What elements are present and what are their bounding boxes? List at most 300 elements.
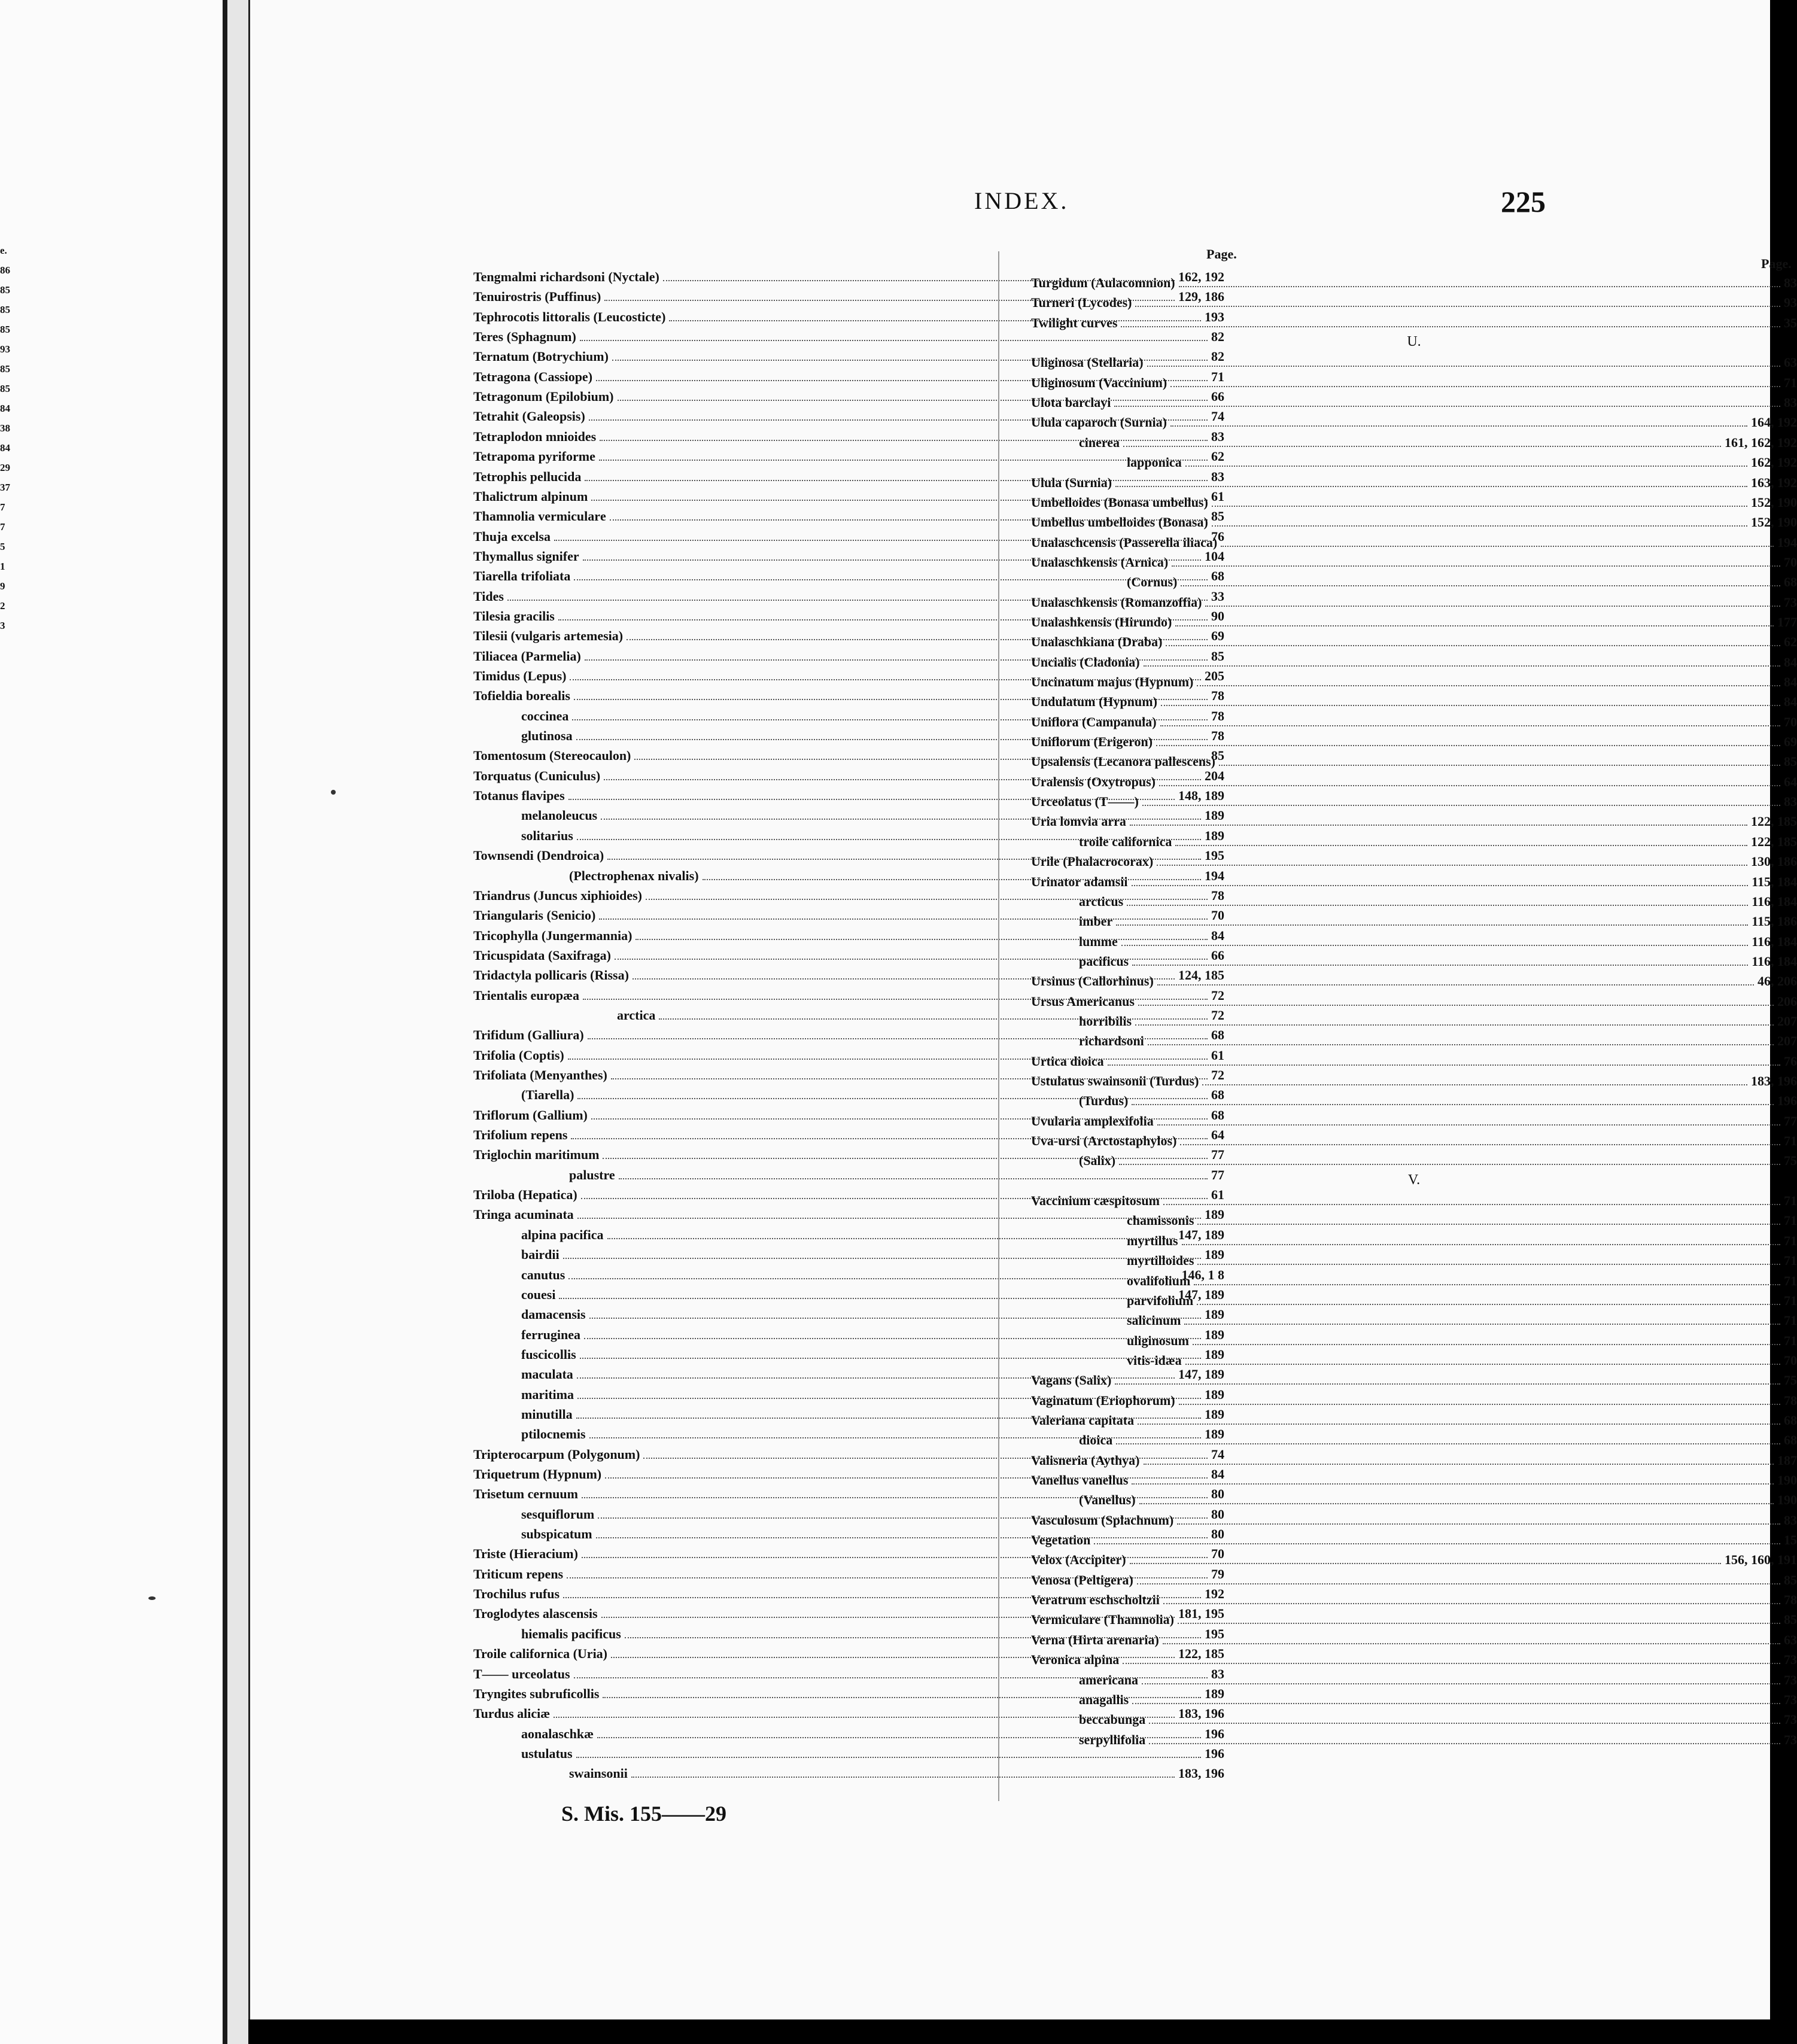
dot-leader <box>1130 825 1747 826</box>
index-entry <box>1031 748 1797 768</box>
index-entry <box>1031 1526 1797 1547</box>
index-page-ref: 124, 185 <box>1178 968 1224 983</box>
margin-fragment: 9 <box>0 580 5 592</box>
index-page-ref: 66 <box>1211 947 1224 963</box>
index-page-ref: 64 <box>1784 774 1797 789</box>
index-term: arctica <box>617 1007 656 1023</box>
index-page-ref: 76 <box>1211 528 1224 544</box>
index-entry <box>1031 1027 1797 1048</box>
index-page-ref: 83 <box>1211 428 1224 444</box>
index-entry <box>1031 1327 1797 1348</box>
index-page-ref: 68 <box>1784 1432 1797 1448</box>
index-page-ref: 71 <box>1784 1213 1797 1228</box>
index-term: Uvularia amplexifolia <box>1031 1113 1154 1129</box>
index-page-ref: 115, 184 <box>1752 874 1797 889</box>
index-term: parvifolium <box>1127 1292 1194 1308</box>
dot-leader <box>1175 845 1747 846</box>
index-term: (Vanellus) <box>1079 1492 1136 1508</box>
index-term: (Salix) <box>1079 1153 1116 1169</box>
index-page-ref: 73 <box>1784 594 1797 610</box>
index-entry <box>1031 848 1797 868</box>
index-page-ref: 177 <box>1777 614 1797 629</box>
index-entry <box>1031 948 1797 968</box>
index-page-ref: 70 <box>1784 1352 1797 1368</box>
index-page-ref: 62 <box>1211 449 1224 464</box>
index-term: fuscicollis <box>521 1346 576 1362</box>
index-term: Troile californica (Uria) <box>473 1646 608 1662</box>
index-page-ref: 69 <box>1784 734 1797 750</box>
section-letter-heading: U. <box>1407 334 1421 350</box>
index-term: richardsoni <box>1079 1033 1144 1049</box>
index-term: Uralensis (Oxytropus) <box>1031 774 1156 789</box>
index-page-ref: 83 <box>1784 275 1797 290</box>
index-term: Valisneria (Aythya) <box>1031 1452 1140 1468</box>
index-term: arcticus <box>1079 893 1124 909</box>
index-entry <box>1031 1108 1797 1128</box>
dot-leader <box>1138 1424 1780 1425</box>
index-page-ref: 68 <box>1784 1412 1797 1428</box>
index-page-ref: 189 <box>1205 1247 1224 1263</box>
index-page-ref: 152, 190 <box>1751 494 1797 510</box>
index-entry <box>1031 988 1797 1008</box>
index-page-ref: 116, 184 <box>1752 933 1797 949</box>
index-page-ref: 189 <box>1205 808 1224 823</box>
index-page-ref: 195 <box>1205 1626 1224 1641</box>
index-page-ref: 207 <box>1777 1013 1797 1029</box>
index-page-ref: 71 <box>1784 375 1797 390</box>
index-term: Tetraplodon mnioides <box>473 428 597 444</box>
index-page-ref: 77 <box>1211 1167 1224 1182</box>
index-term: Totanus flavipes <box>473 788 565 804</box>
index-term: Turneri (Lycodes) <box>1031 295 1132 311</box>
index-page-ref: 206 <box>1777 993 1797 1009</box>
index-page-ref: 80 <box>1211 1506 1224 1522</box>
index-term: Tephrocotis littoralis (Leucosticte) <box>473 309 666 324</box>
index-entry <box>1031 1387 1797 1407</box>
page-title: INDEX. <box>974 187 1069 214</box>
index-page-ref: 74 <box>1211 409 1224 424</box>
index-term: Tomentosum (Stereocaulon) <box>473 748 631 764</box>
index-page-ref: 147, 189 <box>1178 1367 1224 1382</box>
dot-leader <box>1144 665 1780 667</box>
dot-leader <box>1180 1144 1780 1145</box>
index-page-ref: 83 <box>1784 1512 1797 1528</box>
margin-fragment: 1 <box>0 561 5 572</box>
index-term: Teres (Sphagnum) <box>473 329 576 345</box>
binding-rule <box>223 0 227 2044</box>
dot-leader <box>1119 1164 1780 1165</box>
index-term: Timidus (Lepus) <box>473 668 567 683</box>
margin-fragment: 7 <box>0 501 5 513</box>
index-page-ref: 71 <box>1784 1193 1797 1209</box>
index-entry <box>1031 788 1797 808</box>
dot-leader <box>1142 1683 1780 1684</box>
index-term: americana <box>1079 1672 1138 1687</box>
dot-leader <box>1094 1543 1780 1544</box>
index-term: Ulula (Surnia) <box>1031 474 1112 490</box>
index-page-ref: 76 <box>1784 1053 1797 1069</box>
margin-fragment: 85 <box>0 363 10 375</box>
dot-leader <box>1163 1204 1780 1205</box>
index-term: uliginosum <box>1127 1333 1189 1348</box>
margin-fragment: 7 <box>0 521 5 533</box>
index-term: ptilocnemis <box>521 1426 586 1442</box>
index-term: Trientalis europæa <box>473 987 580 1003</box>
index-entry <box>1031 1726 1797 1747</box>
dot-leader <box>1121 326 1780 327</box>
index-term: subspicatum <box>521 1526 592 1542</box>
index-page-ref: 71 <box>1784 1313 1797 1328</box>
index-term: horribilis <box>1079 1013 1132 1029</box>
index-entry <box>1031 289 1797 309</box>
index-term: solitarius <box>521 828 573 843</box>
dot-leader <box>1116 924 1748 926</box>
dot-leader <box>1185 466 1747 467</box>
index-term: Tricophylla (Jungermannia) <box>473 927 633 943</box>
index-term: chamissonis <box>1127 1213 1194 1228</box>
index-term: Ursinus (Callorhinus) <box>1031 974 1154 989</box>
margin-fragment: 38 <box>0 422 10 434</box>
index-page-ref: 73 <box>1784 1712 1797 1727</box>
dot-leader <box>1163 1643 1780 1644</box>
index-term: Vasculosum (Splachnum) <box>1031 1512 1174 1528</box>
index-page-ref: 196 <box>1777 1093 1797 1109</box>
index-term: Tetrophis pellucida <box>473 469 582 484</box>
stray-mark <box>331 790 336 795</box>
dot-leader <box>1137 1583 1780 1584</box>
index-term: Uliginosum (Vaccinium) <box>1031 375 1167 390</box>
index-entry <box>1031 1048 1797 1068</box>
index-term: Uniflora (Campanula) <box>1031 714 1157 729</box>
index-page-ref: 68 <box>1211 1027 1224 1043</box>
index-term: anagallis <box>1079 1692 1129 1707</box>
index-term: Verna (Hirta arenaria) <box>1031 1632 1159 1647</box>
index-term: T—— urceolatus <box>473 1666 570 1681</box>
dot-leader <box>1177 1523 1780 1525</box>
index-term: (Turdus) <box>1079 1093 1129 1109</box>
index-page-ref: 189 <box>1205 1346 1224 1362</box>
dot-leader <box>1142 805 1780 806</box>
index-term: Urtica dioica <box>1031 1053 1104 1069</box>
dot-leader <box>1132 1104 1774 1105</box>
margin-fragment: 86 <box>0 264 10 276</box>
index-page-ref: 146, 1 8 <box>1181 1267 1224 1282</box>
index-page-ref: 83 <box>1211 1666 1224 1681</box>
index-page-ref: 183, 196 <box>1178 1706 1224 1721</box>
margin-fragment: 85 <box>0 324 10 335</box>
index-page-ref: 147, 189 <box>1178 1227 1224 1242</box>
dot-leader <box>1197 1224 1780 1225</box>
index-term: Vermiculare (Thamnolia) <box>1031 1612 1174 1628</box>
dot-leader <box>1161 705 1780 706</box>
index-page-ref: 78 <box>1784 1392 1797 1408</box>
section-letter-heading: V. <box>1407 1172 1421 1188</box>
index-page-ref: 90 <box>1211 608 1224 623</box>
dot-leader <box>1149 1723 1780 1724</box>
index-page-ref: 104 <box>1205 548 1224 564</box>
index-page-ref: 82 <box>1211 329 1224 345</box>
index-page-ref: 190 <box>1777 1473 1797 1488</box>
index-term: cinerea <box>1079 434 1120 450</box>
index-term: Vaccinium cæspitosum <box>1031 1193 1160 1209</box>
index-page-ref: 147, 189 <box>1178 1286 1224 1302</box>
index-term: Tiarella trifoliata <box>473 568 571 584</box>
index-page-ref: 72 <box>1211 1067 1224 1082</box>
index-entry <box>1031 1067 1797 1088</box>
index-term: Ustulatus swainsonii (Turdus) <box>1031 1073 1199 1088</box>
index-term: Unalaschkensis (Romanzoffia) <box>1031 594 1202 610</box>
index-page-ref: 78 <box>1211 887 1224 903</box>
index-page-ref: 162, 192 <box>1751 455 1797 470</box>
index-term: ovalifolium <box>1127 1273 1191 1288</box>
index-entry <box>1031 349 1797 369</box>
index-term: Triquetrum (Hypnum) <box>473 1467 602 1482</box>
index-term: Triste (Hieracium) <box>473 1546 578 1562</box>
index-page-ref: 84 <box>1211 927 1224 943</box>
index-page-ref: 183, 196 <box>1178 1766 1224 1781</box>
dot-leader <box>1193 1344 1780 1345</box>
index-page-ref: 116, 184 <box>1752 953 1797 969</box>
index-page-ref: 70 <box>1784 554 1797 570</box>
index-page-ref: 74 <box>1211 1446 1224 1462</box>
index-entry <box>1031 1666 1797 1687</box>
index-page-ref: 68 <box>1784 574 1797 590</box>
dot-leader <box>1123 446 1721 447</box>
index-page-ref: 195 <box>1205 848 1224 863</box>
index-entry <box>1031 1147 1797 1167</box>
index-page-ref: 162, 192 <box>1178 269 1224 284</box>
index-term: Veronica alpina <box>1031 1652 1120 1668</box>
dot-leader <box>1149 1743 1780 1744</box>
dot-leader <box>1115 486 1747 487</box>
index-page-ref: 93 <box>1784 295 1797 311</box>
index-entry <box>1031 628 1797 649</box>
index-entry <box>1031 1686 1797 1707</box>
previous-page-margin <box>0 0 239 2044</box>
stray-mark <box>148 1596 156 1600</box>
index-page-ref: 46, 206 <box>1758 974 1797 989</box>
dot-leader <box>1185 1364 1780 1365</box>
index-term: melanoleucus <box>521 808 598 823</box>
index-term: minutilla <box>521 1406 573 1422</box>
dot-leader <box>1166 645 1780 646</box>
index-term: hiemalis pacificus <box>521 1626 621 1641</box>
index-term: canutus <box>521 1267 565 1282</box>
margin-fragment: 84 <box>0 442 10 454</box>
index-page-ref: 71 <box>1784 1253 1797 1269</box>
dot-leader <box>1205 606 1780 607</box>
index-page-ref: 161, 162, 192 <box>1725 434 1797 450</box>
index-term: dioica <box>1079 1432 1113 1448</box>
index-term: (Cornus) <box>1127 574 1178 590</box>
index-entry <box>1031 568 1797 589</box>
dot-leader <box>1121 945 1748 946</box>
index-term: Ursus Americanus <box>1031 993 1135 1009</box>
index-page-ref: 72 <box>1211 987 1224 1003</box>
index-page-ref: 85 <box>1784 1612 1797 1628</box>
index-page-ref: 163, 192 <box>1751 474 1797 490</box>
dot-leader <box>1182 1244 1780 1245</box>
dot-leader <box>631 1777 1175 1778</box>
dot-leader <box>1156 745 1780 746</box>
index-term: Thamnolia vermicularе <box>473 509 606 524</box>
index-page-ref: 77 <box>1784 1113 1797 1129</box>
index-term: Vanellus vanellus <box>1031 1473 1129 1488</box>
index-entry <box>1031 529 1797 549</box>
index-entry <box>1031 1407 1797 1427</box>
index-term: Tilesii (vulgaris artemesia) <box>473 628 624 644</box>
index-entry <box>1031 1267 1797 1288</box>
index-term: Twilight curves <box>1031 315 1118 330</box>
index-entry <box>1031 1467 1797 1487</box>
index-entry <box>1031 768 1797 789</box>
index-term: Uria lomvia arra <box>1031 814 1126 829</box>
index-entry <box>1031 1247 1797 1267</box>
index-page-ref: 122, 185 <box>1751 814 1797 829</box>
dot-leader <box>1108 1064 1780 1066</box>
index-page-ref: 73 <box>1784 1672 1797 1687</box>
index-page-ref: 73 <box>1784 1692 1797 1707</box>
dot-leader <box>1130 1563 1721 1564</box>
dot-leader <box>1179 286 1780 287</box>
index-term: Ternatum (Botrychium) <box>473 349 609 364</box>
dot-leader <box>1197 685 1780 686</box>
index-term: Trifolia (Coptis) <box>473 1047 564 1063</box>
index-page-ref: 164, 192 <box>1751 415 1797 430</box>
index-page-ref: 148, 189 <box>1178 788 1224 804</box>
index-term: Tiliacea (Parmelia) <box>473 648 581 664</box>
index-page-ref: 194 <box>1205 868 1224 883</box>
index-term: serpyllifolia <box>1079 1732 1146 1747</box>
dot-leader <box>1157 984 1754 986</box>
index-term: maculata <box>521 1367 573 1382</box>
index-term: Trisetum cernuum <box>473 1486 578 1502</box>
index-entry <box>1031 968 1797 988</box>
index-page-ref: 75 <box>1784 1153 1797 1169</box>
index-term: Tetrapoma pyriforme <box>473 449 595 464</box>
dot-leader <box>1197 1304 1780 1305</box>
index-entry <box>1031 1706 1797 1726</box>
index-term: Ulula caparoch (Surnia) <box>1031 415 1167 430</box>
index-page-ref: 189 <box>1205 1207 1224 1222</box>
index-page-ref: 70 <box>1211 908 1224 923</box>
index-page-ref: 196 <box>1205 1726 1224 1741</box>
index-term: myrtilloides <box>1127 1253 1194 1269</box>
index-entry <box>1031 509 1797 529</box>
index-page-ref: 61 <box>1211 1047 1224 1063</box>
index-page-ref: 85 <box>1784 1572 1797 1587</box>
index-term: pacificus <box>1079 953 1129 969</box>
index-entry <box>1031 389 1797 409</box>
index-entry <box>1031 1606 1797 1626</box>
index-page-ref: 129, 186 <box>1178 289 1224 305</box>
index-page-ref: 183, 196 <box>1751 1073 1797 1088</box>
index-entry <box>1031 1567 1797 1587</box>
index-entry <box>1031 469 1797 489</box>
index-entry <box>1031 1646 1797 1666</box>
index-term: Uliginosa (Stellaria) <box>1031 355 1144 370</box>
index-term: Tenuirostris (Puffinus) <box>473 289 601 305</box>
index-term: Tetrahit (Galeopsis) <box>473 409 585 424</box>
index-term: Unalaschkensis (Arnica) <box>1031 554 1169 570</box>
index-term: Tripterocarpum (Polygonum) <box>473 1446 640 1462</box>
index-term: Uncialis (Cladonia) <box>1031 654 1140 670</box>
margin-fragment: 85 <box>0 304 10 315</box>
signature-footer: S. Mis. 155——29 <box>561 1802 727 1826</box>
index-term: maritima <box>521 1386 574 1402</box>
index-page-ref: 78 <box>1784 1592 1797 1608</box>
index-term: Thymallus signifer <box>473 548 579 564</box>
dot-leader <box>1160 725 1780 726</box>
index-term: lapponica <box>1127 455 1182 470</box>
index-entry <box>1031 928 1797 948</box>
page-column-heading: Page. <box>1761 256 1792 271</box>
index-term: Trifolium repens <box>473 1127 568 1143</box>
index-entry <box>1031 1447 1797 1467</box>
index-term: Torquatus (Cuniculus) <box>473 768 601 783</box>
index-term: bairdii <box>521 1247 560 1263</box>
index-term: Tengmalmi richardsoni (Nyctale) <box>473 269 659 284</box>
index-page-ref: 85 <box>1211 509 1224 524</box>
index-term: salicinum <box>1127 1313 1181 1328</box>
dot-leader <box>1202 1084 1747 1085</box>
dot-leader <box>1135 306 1780 307</box>
index-entry <box>1031 1347 1797 1367</box>
index-entry <box>1031 369 1797 390</box>
index-entry <box>473 1760 1224 1780</box>
index-page-ref: 71 <box>1784 1333 1797 1348</box>
dot-leader <box>1139 1503 1774 1504</box>
index-term: glutinosa <box>521 728 573 744</box>
index-page-ref: 35 <box>1784 315 1797 330</box>
index-entry <box>1031 1307 1797 1327</box>
index-page-ref: 78 <box>1211 688 1224 704</box>
dot-leader <box>1123 1663 1780 1664</box>
index-term: alpina pacifica <box>521 1227 604 1242</box>
index-entry <box>1031 609 1797 629</box>
index-term: beccabunga <box>1079 1712 1146 1727</box>
index-term: Tides <box>473 588 504 604</box>
index-entry <box>1031 808 1797 828</box>
index-term: Troglodytes alascensis <box>473 1606 598 1622</box>
index-term: vitis-idæa <box>1127 1352 1182 1368</box>
dot-leader <box>1197 1264 1780 1265</box>
index-entry <box>1031 1207 1797 1227</box>
index-term: Undulatum (Hypnum) <box>1031 694 1157 710</box>
index-entry <box>1031 1127 1797 1148</box>
index-term: (Tiarella) <box>521 1087 574 1103</box>
index-entry <box>1031 449 1797 469</box>
index-page-ref: 190 <box>1777 1492 1797 1508</box>
index-entry <box>1031 828 1797 848</box>
dot-leader <box>1115 1383 1780 1385</box>
page-number: 225 <box>1501 185 1546 218</box>
margin-fragment: 2 <box>0 600 5 612</box>
index-page-ref: 156, 160, 191 <box>1725 1552 1797 1568</box>
index-page-ref: 71 <box>1784 1133 1797 1149</box>
index-page-ref: 64 <box>1211 1127 1224 1143</box>
index-page-ref: 189 <box>1205 1327 1224 1342</box>
index-page-ref: 82 <box>1211 349 1224 364</box>
index-page-ref: 116, 184 <box>1752 893 1797 909</box>
index-term: Umbelloides (Bonasa umbellus) <box>1031 494 1208 510</box>
index-term: Velox (Accipiter) <box>1031 1552 1126 1568</box>
dot-leader <box>1179 1404 1780 1405</box>
index-term: Triandrus (Juncus xiphioides) <box>473 887 643 903</box>
index-term: Venosa (Peltigera) <box>1031 1572 1133 1587</box>
index-term: Tofieldia borealis <box>473 688 570 704</box>
dot-leader <box>1221 546 1774 547</box>
